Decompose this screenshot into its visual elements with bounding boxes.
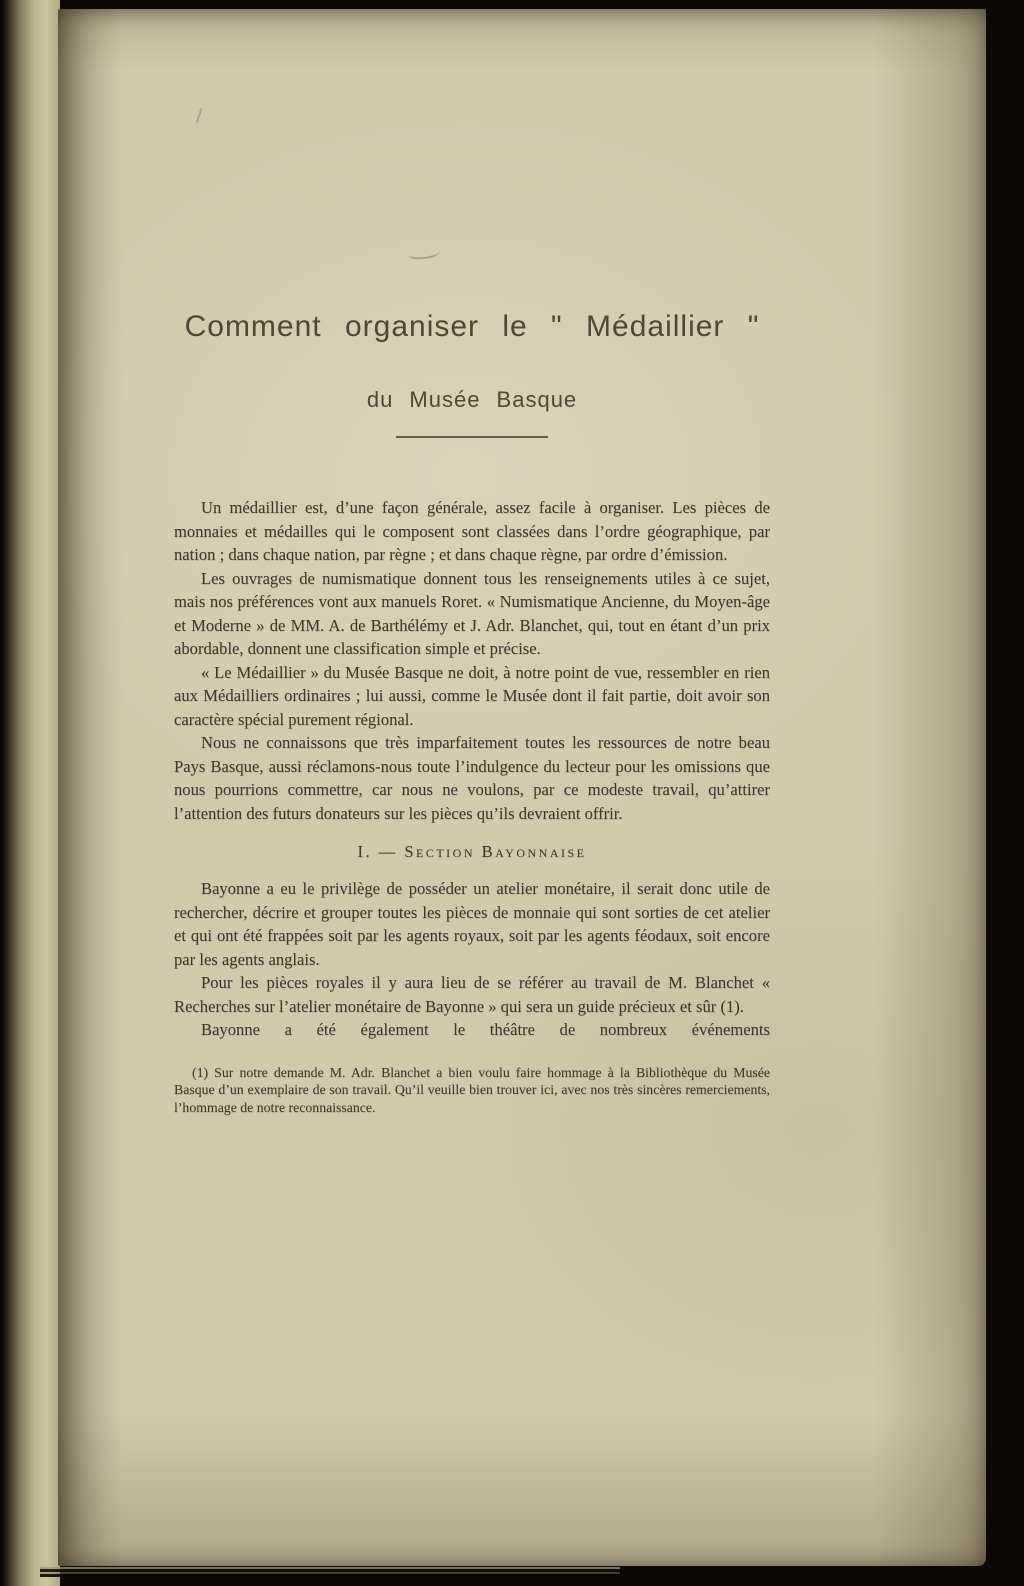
text-column — [174, 309, 770, 1116]
pencil-mark — [196, 108, 208, 125]
pencil-mark — [407, 245, 440, 261]
book-page — [58, 9, 986, 1566]
paragraph: Bayonne a eu le privilège de posséder un atelier monétaire, il serait donc utile de rechercher, décrire et grouper toutes les pièces de monnaie qui sont sorties de cet atelier et qui ont été frappées soit par les agents royaux, soit par les agents féodaux, soit encore par les agents anglais. — [174, 879, 770, 969]
paragraph: « Le Médaillier » du Musée Basque ne doit, à notre point de vue, ressembler en rien aux Médailliers ordinaires ; lui aussi, comme le Musée dont il fait partie, doit avoir son caractère spécial purement régional. — [174, 662, 770, 729]
book-binding-edge — [3, 0, 60, 1586]
paragraph: Pour les pièces royales il y aura lieu de se référer au travail de M. Blanchet « Recherches sur l’atelier monétaire de Bayonne » qui sera un guide précieux et sûr (1). — [174, 973, 770, 1016]
page-title: Comment organiser le " Médaillier " — [184, 310, 760, 343]
page-subtitle: du Musée Basque — [366, 387, 578, 412]
paragraph: Bayonne a été également le théâtre de nombreux événements — [201, 1020, 770, 1039]
paragraph: Un médaillier est, d’une façon générale, assez facile à organiser. Les pièces de monnaies et médailles qui le composent sont classées dans l’ordre géographique, par nation ; dans chaque nation, par règne ; et dans chaque règne, par ordre d’émission. — [174, 498, 770, 564]
section-heading: I. — Section Bayonnaise — [357, 842, 587, 861]
footnote: (1) Sur notre demande M. Adr. Blanchet a bien voulu faire hommage à la Bibliothèque du Musée Basque d’un exemplaire de son travail. Qu’il veuille bien trouver ici, avec nos très sincères remerciements, l’hommage de notre reconnaissance. — [174, 1064, 770, 1115]
paragraph: Les ouvrages de numismatique donnent tous les renseignements utiles à ce sujet, mais nos préférences vont aux manuels Roret. « Numismatique Ancienne, du Moyen-âge et Moderne » de MM. A. de Barthélémy et J. Adr. Blanchet, qui, tout en étant d’un prix abordable, donnent une classification simple et précise. — [174, 568, 770, 658]
paragraph: Nous ne connaissons que très imparfaitement toutes les ressources de notre beau Pays Basque, aussi réclamons-nous toute l’indulgence du lecteur pour les omissions que nous pourrions commettre, car nous ne voulons, par ce modeste travail, qu’attirer l’attention des futurs donateurs sur les pièces qu’ils devraient offrir. — [174, 733, 770, 823]
page-stack-edge — [40, 1567, 620, 1577]
title-divider — [396, 436, 548, 438]
